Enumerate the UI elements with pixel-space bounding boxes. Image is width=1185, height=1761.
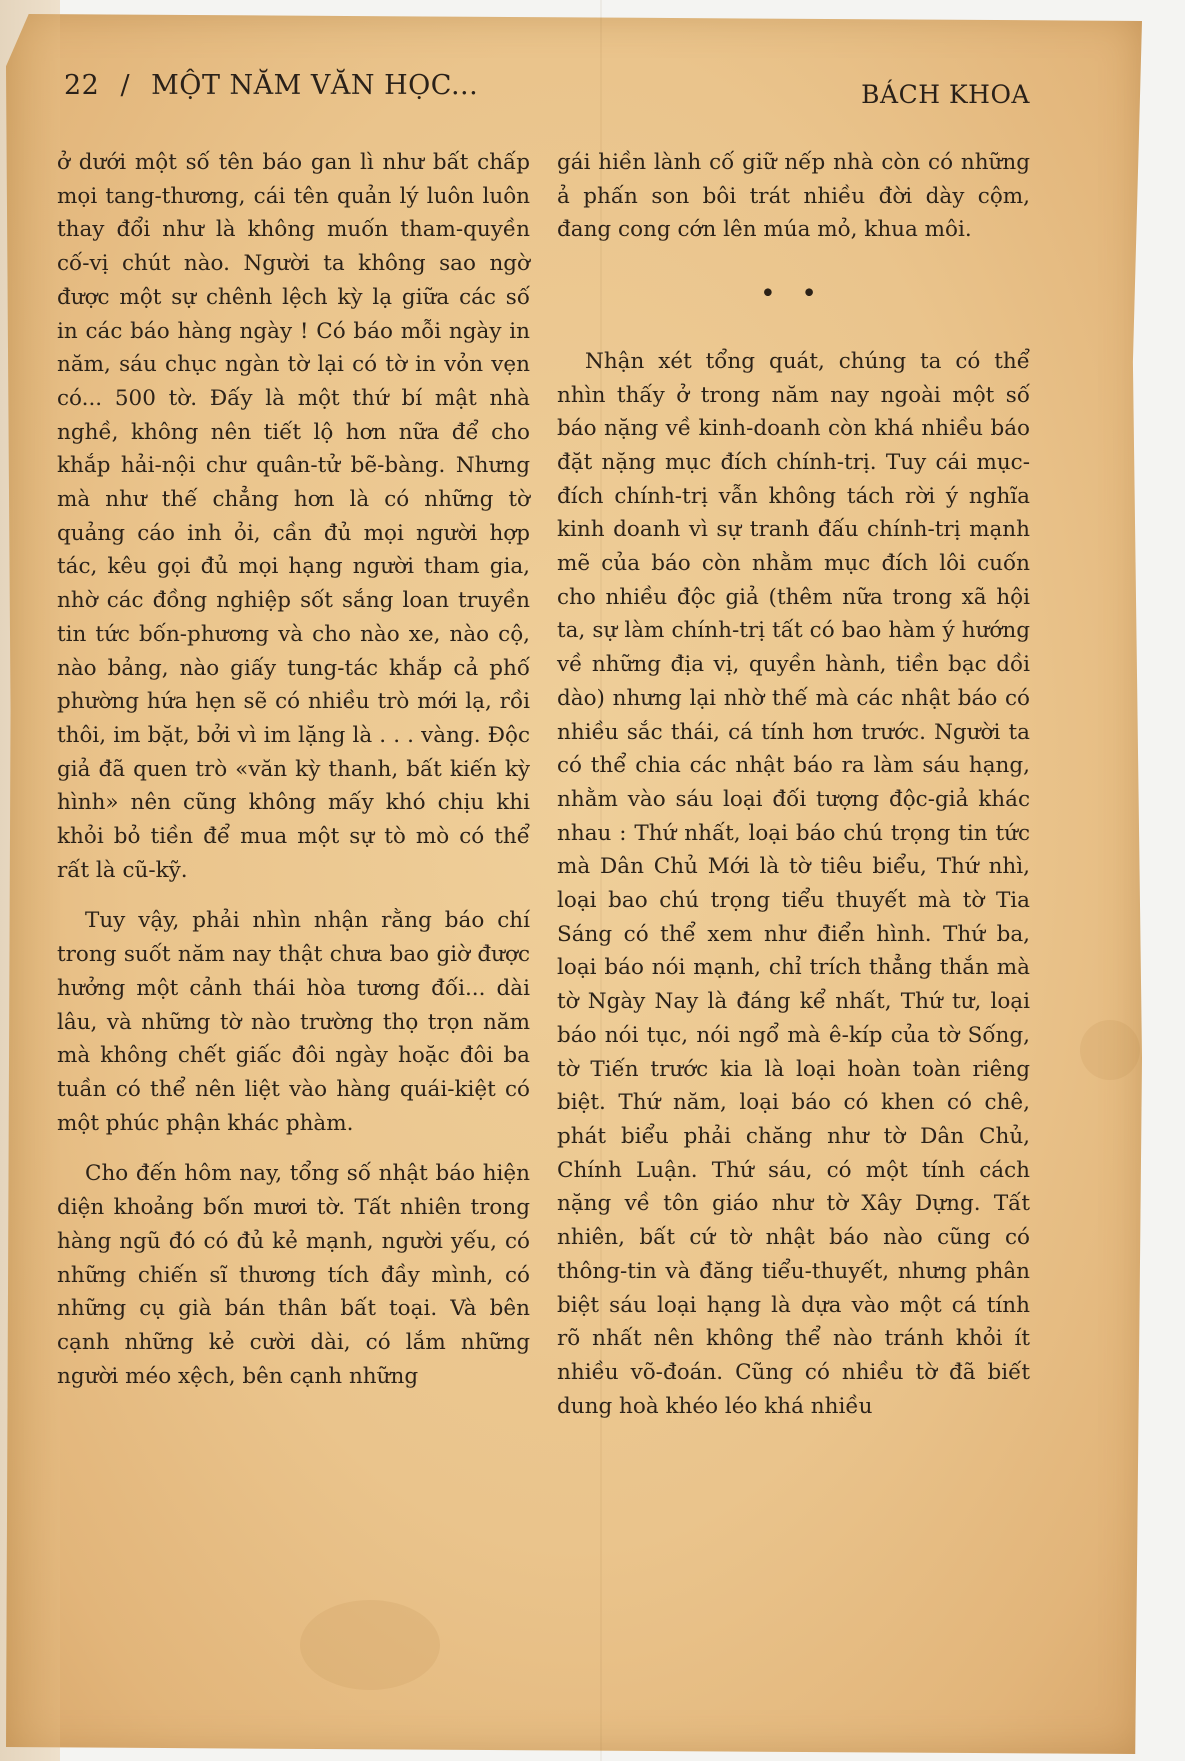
paragraph: Nhận xét tổng quát, chúng ta có thể nhìn thấy ở trong năm nay ngoài một số báo nặng về kinh-doanh còn khá nhiều báo đặt nặng mục đích chính-trị. Tuy cái mục-đích chính-trị vẫn không tách rời ý nghĩa kinh doanh vì sự tranh đấu chính-trị mạnh mẽ của báo còn nhằm mục đích lôi cuốn cho nhiều độc giả (thêm nữa trong xã hội ta, sự làm chính-trị tất có bao hàm ý hướng về những địa vị, quyền hành, tiền bạc dồi dào) nhưng lại nhờ thế mà các nhật báo có nhiều sắc thái, cá tính hơn trước. Người ta có thể chia các nhật báo ra làm sáu hạng, nhằm vào sáu loại đối tượng độc-giả khác nhau : Thứ nhất, loại báo chú trọng tin tức mà Dân Chủ Mới là tờ tiêu biểu, Thứ nhì, loại bao chú trọng tiểu thuyết mà tờ Tia Sáng có thể xem như điển hình. Thứ ba, loại báo nói mạnh, chỉ trích thẳng thắn mà tờ Ngày Nay là đáng kể nhất, Thứ tư, loại báo nói tục, nói ngổ mà ê-kíp của tờ Sống, tờ Tiến trước kia là loại hoàn toàn riêng biệt. Thứ năm, loại báo có khen có chê, phát biểu phải chăng như tờ Dân Chủ, Chính Luận. Thứ sáu, có một tính cách nặng về tôn giáo như tờ Xây Dựng. Tất nhiên, bất cứ tờ nhật báo nào cũng có thông-tin và đăng tiểu-thuyết, nhưng phân biệt sáu loại hạng là dựa vào một cá tính rõ nhất nên không thể nào tránh khỏi ít nhiều võ-đoán. Cũng có nhiều tờ đã biết dung hoà khéo léo khá nhiều: [557, 348, 1030, 1419]
paragraph: Cho đến hôm nay, tổng số nhật báo hiện diện khoảng bốn mươi tờ. Tất nhiên trong hàng ngũ đó có đủ kẻ mạnh, người yếu, có những chiến sĩ thương tích đầy mình, có những cụ già bán thân bất toại. Và bên cạnh những kẻ cười dài, có lắm những người méo xệch, bên cạnh những: [57, 1161, 530, 1389]
paragraph: Tuy vậy, phải nhìn nhận rằng báo chí trong suốt năm nay thật chưa bao giờ được hưởng một cảnh thái hòa tương đối... dài lâu, và những tờ nào trường thọ trọn năm mà không chết giấc đôi ngày hoặc đôi ba tuần có thể nên liệt vào hàng quái-kiệt có một phúc phận khác phàm.: [57, 908, 530, 1136]
page-header: [64, 70, 1030, 110]
paper-edge-shadow: [0, 0, 60, 1761]
paragraph: ở dưới một số tên báo gan lì như bất chấp mọi tang-thương, cái tên quản lý luôn luôn thay đổi như là không muốn tham-quyền cố-vị chút nào. Người ta không sao ngờ được một sự chênh lệch kỳ lạ giữa các số in các báo hàng ngày ! Có báo mỗi ngày in năm, sáu chục ngàn tờ lại có tờ in vỏn vẹn có... 500 tờ. Đấy là một thứ bí mật nhà nghề, không nên tiết lộ hơn nữa để cho khắp hải-nội chư quân-tử bẽ-bàng. Nhưng mà như thế chẳng hơn là có những tờ quảng cáo inh ỏi, cần đủ mọi người hợp tác, kêu gọi đủ mọi hạng người tham gia, nhờ các đồng nghiệp sốt sắng loan truyền tin tức bốn-phương và cho nào xe, nào cộ, nào bảng, nào giấy tung-tác khắp cả phố phường hứa hẹn sẽ có nhiều trò mới lạ, rồi thôi, im bặt, bởi vì im lặng là . . . vàng. Độc giả đã quen trò «văn kỳ thanh, bất kiến kỳ hình» nên cũng không mấy khó chịu khi khỏi bỏ tiền để mua một sự tò mò có thể rất là cũ-kỹ.: [57, 150, 530, 883]
left-column: [57, 146, 530, 1410]
page-number: 22: [64, 70, 100, 101]
magazine-name: BÁCH KHOA: [861, 80, 1030, 109]
paper-stain: [300, 1600, 440, 1690]
running-title: MỘT NĂM VĂN HỌC...: [151, 70, 479, 101]
right-column: [557, 146, 1030, 1440]
paper-stain: [1080, 1020, 1140, 1080]
section-separator: • •: [761, 281, 826, 307]
header-left: [64, 70, 478, 101]
header-separator: /: [120, 70, 131, 101]
paragraph: gái hiền lành cố giữ nếp nhà còn có những ả phấn son bôi trát nhiều đời dày cộm, đang cong cớn lên múa mỏ, khua môi.: [557, 150, 1030, 243]
